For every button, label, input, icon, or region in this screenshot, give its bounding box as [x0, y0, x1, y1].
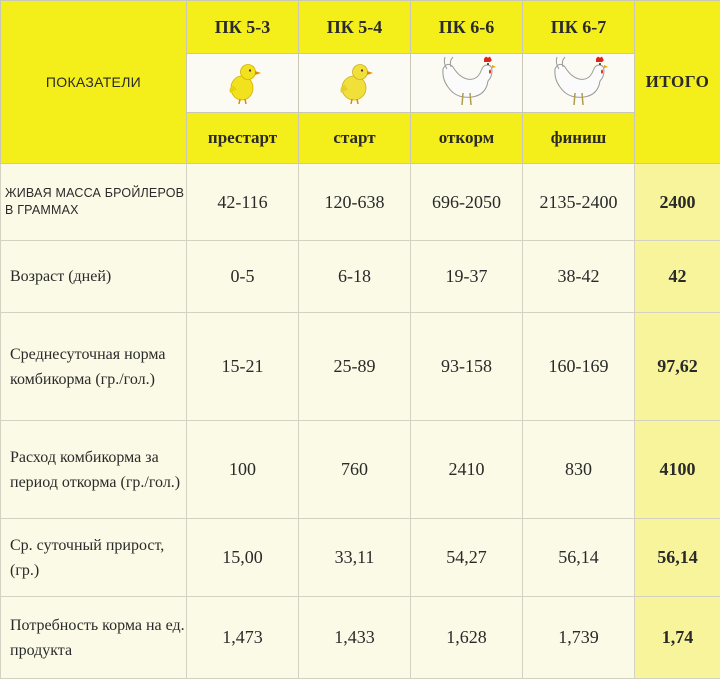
table-cell: 6-18 [299, 241, 411, 313]
table-cell: 1,433 [299, 597, 411, 679]
table-cell: 100 [187, 421, 299, 519]
table-cell: 93-158 [411, 313, 523, 421]
total-cell: 2400 [635, 164, 720, 241]
table-cell: 15-21 [187, 313, 299, 421]
total-cell: 1,74 [635, 597, 720, 679]
row-label: ЖИВАЯ МАССА БРОЙЛЕРОВ В ГРАММАХ [1, 164, 187, 241]
column-code-pk-5-4: ПК 5-4 [299, 1, 411, 54]
column-code-pk-5-3: ПК 5-3 [187, 1, 299, 54]
chick-icon [187, 54, 299, 113]
total-cell: 42 [635, 241, 720, 313]
chick-icon [299, 54, 411, 113]
total-cell: 97,62 [635, 313, 720, 421]
hen-icon [411, 54, 523, 113]
column-stage-prestart: престарт [187, 113, 299, 164]
row-label: Расход комбикорма за период откорма (гр./гол.) [1, 421, 187, 519]
table-cell: 1,628 [411, 597, 523, 679]
row-label: Возраст (дней) [1, 241, 187, 313]
table-row [1, 313, 720, 421]
column-code-pk-6-7: ПК 6-7 [523, 1, 635, 54]
column-code-pk-6-6: ПК 6-6 [411, 1, 523, 54]
column-stage-fattening: откорм [411, 113, 523, 164]
row-label: Ср. суточный прирост, (гр.) [1, 519, 187, 597]
table-cell: 160-169 [523, 313, 635, 421]
table-cell: 33,11 [299, 519, 411, 597]
table-row [1, 519, 720, 597]
row-label: Потребность корма на ед. продукта [1, 597, 187, 679]
table-cell: 696-2050 [411, 164, 523, 241]
total-cell: 56,14 [635, 519, 720, 597]
table-cell: 2135-2400 [523, 164, 635, 241]
column-stage-start: старт [299, 113, 411, 164]
table-cell: 19-37 [411, 241, 523, 313]
table-cell: 15,00 [187, 519, 299, 597]
table-cell: 56,14 [523, 519, 635, 597]
column-stage-finish: финиш [523, 113, 635, 164]
table-cell: 42-116 [187, 164, 299, 241]
table-row [1, 421, 720, 519]
table-cell: 25-89 [299, 313, 411, 421]
table-row [1, 597, 720, 679]
table-row [1, 164, 720, 241]
table-cell: 760 [299, 421, 411, 519]
table-cell: 2410 [411, 421, 523, 519]
table-cell: 54,27 [411, 519, 523, 597]
table-cell: 0-5 [187, 241, 299, 313]
table-cell: 120-638 [299, 164, 411, 241]
table-row [1, 241, 720, 313]
table-cell: 1,739 [523, 597, 635, 679]
table-cell: 1,473 [187, 597, 299, 679]
hen-icon [523, 54, 635, 113]
total-cell: 4100 [635, 421, 720, 519]
table-cell: 38-42 [523, 241, 635, 313]
indicators-header: ПОКАЗАТЕЛИ [1, 1, 187, 164]
table-cell: 830 [523, 421, 635, 519]
total-header: ИТОГО [635, 1, 720, 164]
row-label: Среднесуточная норма комбикорма (гр./гол.) [1, 313, 187, 421]
